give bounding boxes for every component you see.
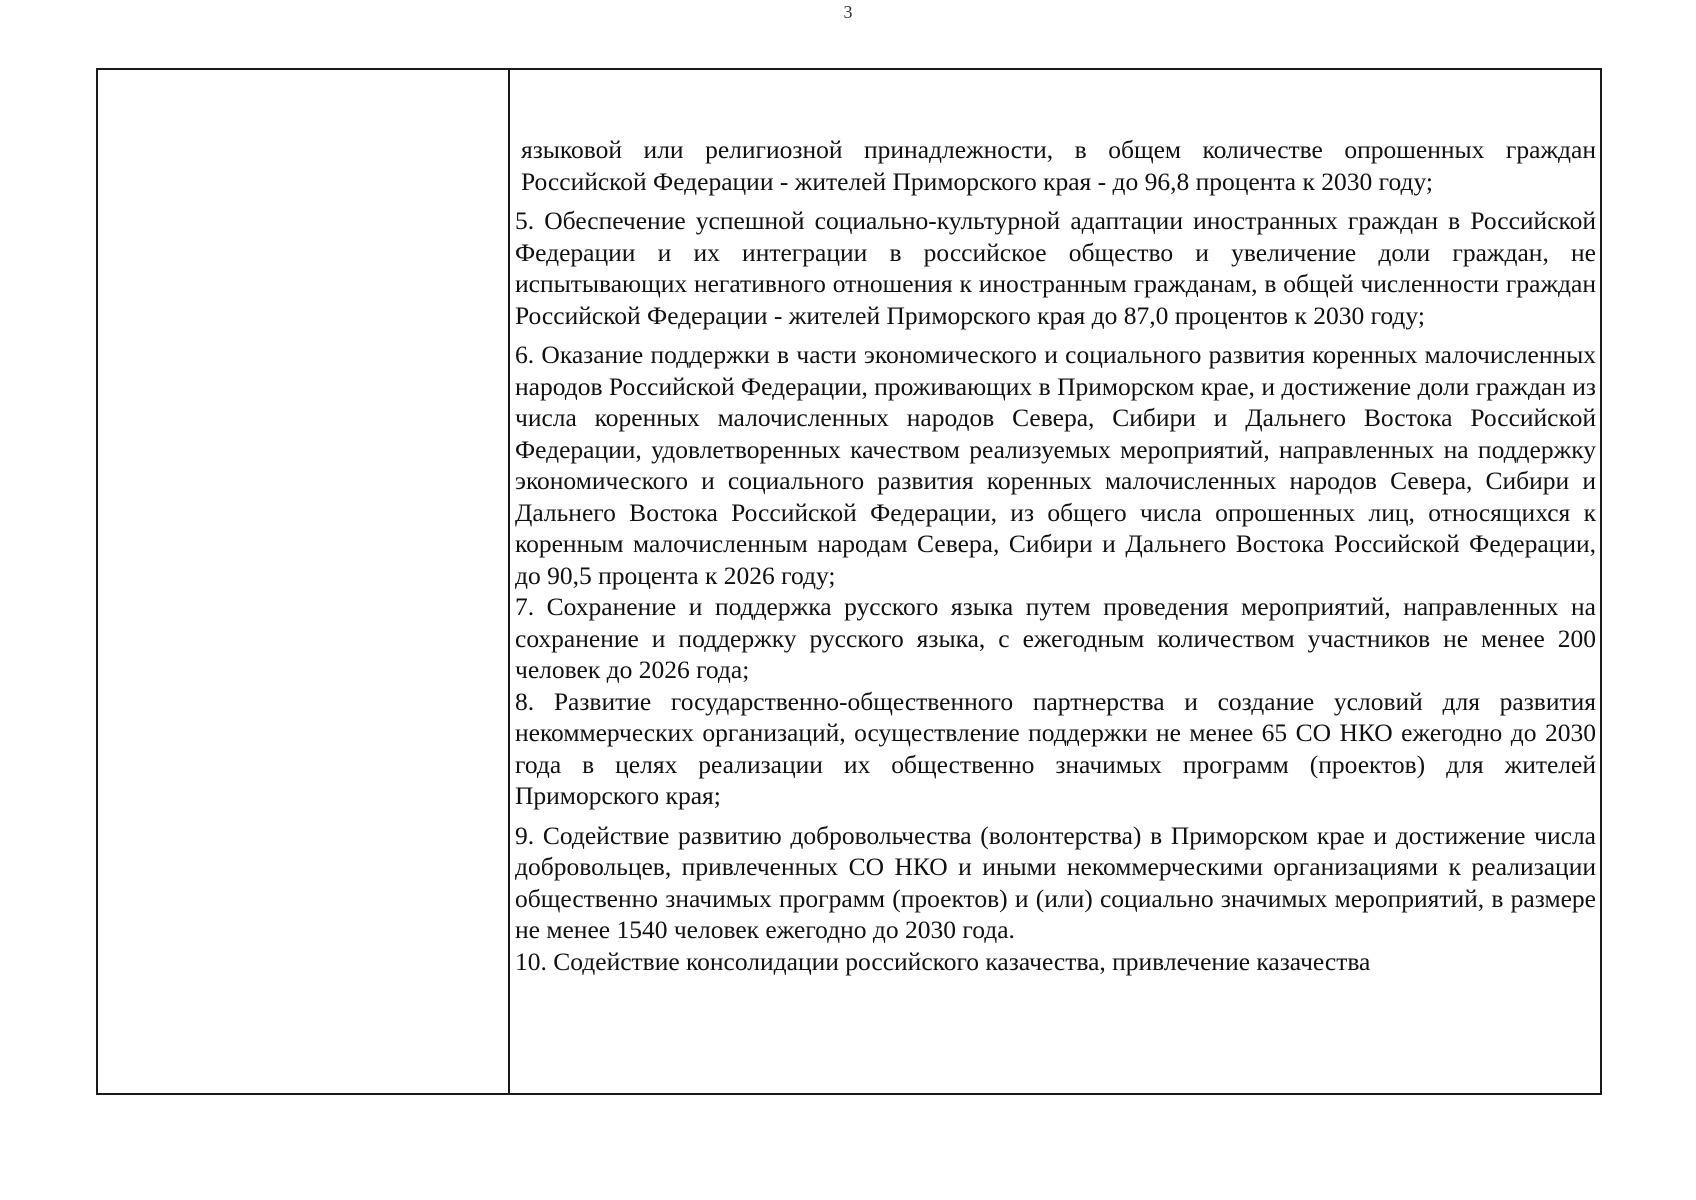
paragraph-item-8: 8. Развитие государственно-общественного партнерства и создание условий для развития некоммерческих организаций, осуществление поддержки не менее 65 СО НКО ежегодно до 2030 года в целях реализации их общественно значимых программ (проектов) для жителей Приморского края; bbox=[515, 686, 1596, 810]
table-right-cell bbox=[510, 70, 1600, 1093]
paragraph-item-7: 7. Сохранение и поддержка русского языка путем проведения мероприятий, направленных на сохранение и поддержку русского языка, с ежегодным количеством участников не менее 200 человек до 2026 года; bbox=[515, 592, 1596, 684]
paragraph-item-10: 10. Содействие консолидации российского казачества, привлечение казачества bbox=[515, 946, 1371, 976]
paragraph-item-5: 5. Обеспечение успешной социально-культурной адаптации иностранных граждан в Российской Федерации и их интеграции в российское общество и увеличение доли граждан, не испытывающих негативного отношения к иностранным гражданам, в общей численности граждан Российской Федерации - жителей Приморского края до 87,0 процентов к 2030 году; bbox=[515, 206, 1596, 330]
document-table bbox=[96, 68, 1602, 1095]
paragraph-item-6: 6. Оказание поддержки в части экономического и социального развития коренных малочисленных народов Российской Федерации, проживающих в Приморском крае, и достижение доли граждан из числа коренных малочисленных народов Севера, Сибири и Дальнего Востока Российской Федерации, удовлетворенных качеством реализуемых мероприятий, направленных на поддержку экономического и социального развития коренных малочисленных народов Севера, Сибири и Дальнего Востока Российской Федерации, из общего числа опрошенных лиц, относящихся к коренным малочисленным народам Севера, Сибири и Дальнего Востока Российской Федерации, до 90,5 процента к 2026 году; bbox=[515, 340, 1596, 590]
page-number: 3 bbox=[843, 2, 853, 22]
table-left-cell bbox=[98, 70, 510, 1093]
paragraph-item-9: 9. Содействие развитию добровольчества (волонтерства) в Приморском крае и достижение числа добровольцев, привлеченных СО НКО и иными некоммерческими организациями к реализации общественно значимых программ (проектов) и (или) социально значимых мероприятий, в размере не менее 1540 человек ежегодно до 2030 года. bbox=[515, 820, 1596, 944]
paragraph-continuation: языковой или религиозной принадлежности, в общем количестве опрошенных граждан Российской Федерации - жителей Приморского края - до 96,8 процента к 2030 году; bbox=[521, 135, 1596, 196]
